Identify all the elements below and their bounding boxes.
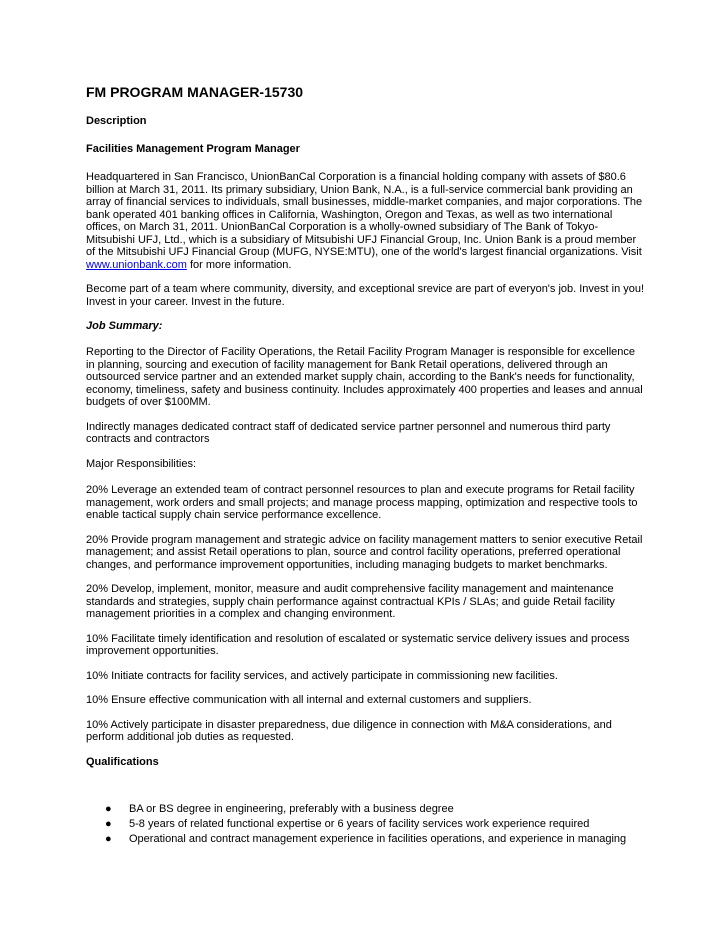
bullet-icon: ● bbox=[105, 832, 112, 845]
major-responsibilities-label: Major Responsibilities: bbox=[86, 457, 197, 470]
responsibility-item: 20% Provide program management and strategic advice on facility management matters to senior executive Retail management; and assist Retail operations to plan, source and control facility operations, preferred operational changes, and performance improvement opportunities, including managing budgets to market benchmarks. bbox=[86, 533, 643, 571]
team-paragraph: Become part of a team where community, diversity, and exceptional srevice are part of everyon's job. Invest in you! Invest in your career. Invest in the future. bbox=[86, 283, 645, 308]
intro-paragraph bbox=[86, 171, 646, 271]
responsibilities-list bbox=[86, 484, 646, 744]
responsibility-item: 10% Initiate contracts for facility services, and actively participate in commissioning new facilities. bbox=[86, 669, 558, 682]
indirect-paragraph: Indirectly manages dedicated contract staff of dedicated service partner personnel and numerous third party contracts and contractors bbox=[86, 420, 611, 445]
qualifications-list bbox=[86, 802, 646, 847]
qualification-text: Operational and contract management experience in facilities operations, and experience in managing bbox=[129, 832, 627, 845]
responsibility-item: 20% Develop, implement, monitor, measure and audit comprehensive facility management and maintenance standards and strategies, supply chain performance against contractual KPIs / SLAs; and guide Retail facility management priorities in a complex and changing environment. bbox=[86, 583, 615, 620]
responsibility-item: 10% Facilitate timely identification and resolution of escalated or systematic service delivery issues and process improvement opportunities. bbox=[86, 632, 630, 657]
description-label: Description bbox=[86, 115, 147, 127]
unionbank-link[interactable]: www.unionbank.com bbox=[86, 258, 187, 271]
qualifications-label: Qualifications bbox=[86, 755, 159, 768]
qualification-item bbox=[86, 802, 646, 817]
intro-text: Headquartered in San Francisco, UnionBanCal Corporation is a financial holding company with assets of $80.6 billion at March 31, 2011. Its primary subsidiary, Union Bank, N.A., is a full-service commercial bank providing an array of financial services to individuals, small businesses, middle-market companies, and major corporations. The bank operated 401 banking offices in California, Washington, Oregon and Texas, as well as two international offices, on March 31, 2011. UnionBanCal Corporation is a wholly-owned subsidiary of The Bank of Tokyo-Mitsubishi UFJ, Ltd., which is a subsidiary of Mitsubishi UFJ Financial Group, Inc. Union Bank is a proud member of the Mitsubishi UFJ Financial Group (MUFG, NYSE:MTU), one of the world's largest financial organizations. Visit bbox=[86, 171, 643, 258]
qualification-item bbox=[86, 832, 646, 847]
responsibility-item: 10% Actively participate in disaster preparedness, due diligence in connection with M&A considerations, and perform additional job duties as requested. bbox=[86, 718, 612, 743]
qualification-item bbox=[86, 817, 646, 832]
document-page bbox=[86, 84, 646, 847]
responsibility-item: 10% Ensure effective communication with all internal and external customers and suppliers. bbox=[86, 694, 532, 706]
job-summary-label: Job Summary: bbox=[86, 320, 163, 332]
position-title: Facilities Management Program Manager bbox=[86, 143, 300, 155]
responsibility-item: 20% Leverage an extended team of contract personnel resources to plan and execute programs for Retail facility management, work orders and small projects; and manage process mapping, optimization and respective tools to enable tactical supply chain service performance excellence. bbox=[86, 484, 638, 521]
bullet-icon: ● bbox=[105, 817, 112, 830]
document-title: FM PROGRAM MANAGER-15730 bbox=[86, 84, 304, 100]
bullet-icon: ● bbox=[105, 802, 112, 815]
summary-paragraph: Reporting to the Director of Facility Operations, the Retail Facility Program Manager is responsible for excellence in planning, sourcing and execution of facility management for Bank Retail operations, delivered through an outsourced service partner and an extended market supply chain, according to the Bank's needs for functionality, economy, timeliness, safety and business continuity. Includes approximately 400 properties and leases and annual budgets of over $100MM. bbox=[86, 346, 643, 408]
qualification-text: 5-8 years of related functional expertise or 6 years of facility services work experience required bbox=[129, 817, 590, 830]
intro-text-end: for more information. bbox=[186, 258, 292, 271]
qualification-text: BA or BS degree in engineering, preferably with a business degree bbox=[129, 802, 454, 815]
